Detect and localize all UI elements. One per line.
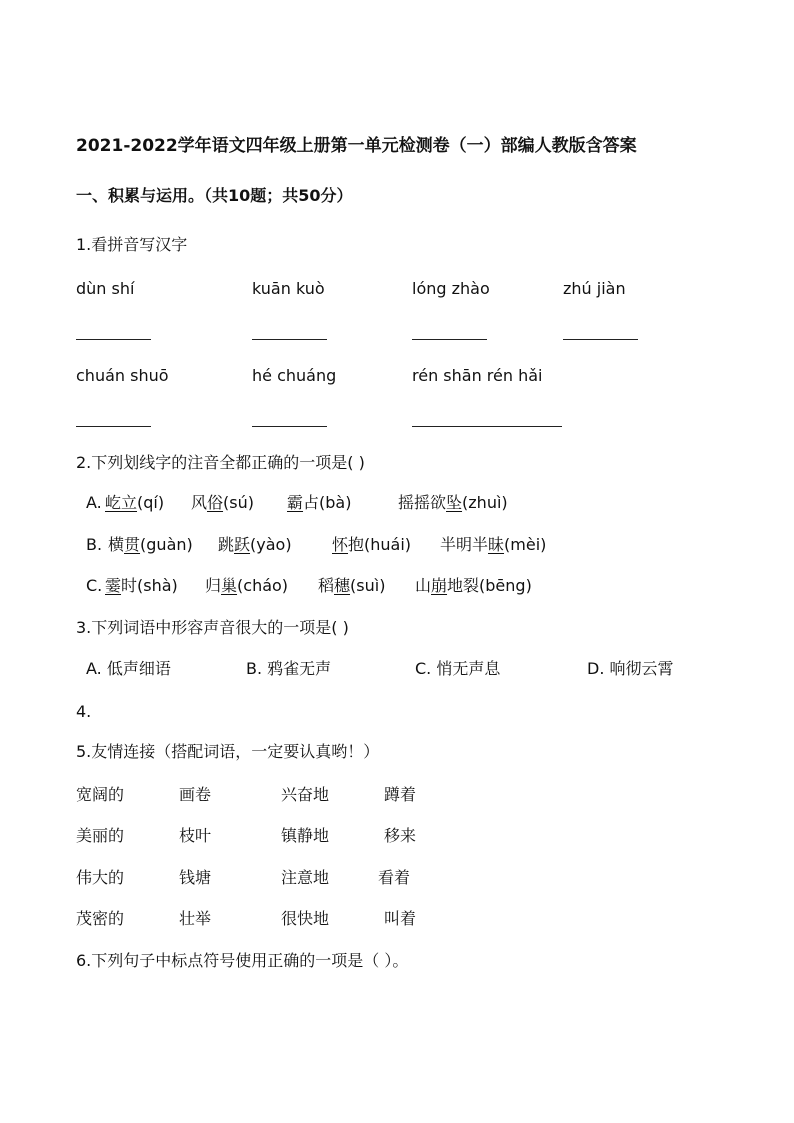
answer-blank[interactable] xyxy=(563,339,638,340)
answer-blank[interactable] xyxy=(76,426,151,427)
match-word[interactable]: 伟大的 xyxy=(76,868,125,887)
match-word[interactable]: 蹲着 xyxy=(384,785,417,804)
match-word[interactable]: 移来 xyxy=(384,826,417,845)
match-word[interactable]: 宽阔的 xyxy=(76,785,125,804)
pinyin-chuanshuo: chuán shuō xyxy=(76,366,169,385)
answer-blank[interactable] xyxy=(76,339,151,340)
q2-option-a-label[interactable]: A. xyxy=(86,493,102,512)
pinyin-longzhao: lóng zhào xyxy=(412,279,490,298)
match-word[interactable]: 画卷 xyxy=(179,785,212,804)
q2-option-c-item: 霎时(shà) xyxy=(105,576,178,595)
q2-option-b-item: 横贯(guàn) xyxy=(108,535,193,554)
answer-blank[interactable] xyxy=(412,339,487,340)
pinyin-hechuang: hé chuáng xyxy=(252,366,337,385)
match-word[interactable]: 注意地 xyxy=(281,868,330,887)
answer-blank[interactable] xyxy=(252,426,327,427)
q2-option-a-item: 风俗(sú) xyxy=(191,493,254,512)
match-word[interactable]: 很快地 xyxy=(281,909,330,928)
q3-prompt: 3.下列词语中形容声音很大的一项是( ) xyxy=(76,618,349,637)
q2-option-b-item: 怀抱(huái) xyxy=(332,535,412,554)
match-word[interactable]: 壮举 xyxy=(179,909,212,928)
q2-option-c-label[interactable]: C. xyxy=(86,576,103,595)
match-word[interactable]: 兴奋地 xyxy=(281,785,330,804)
section-heading: 一、积累与运用。（共10题；共50分） xyxy=(76,186,353,205)
match-word[interactable]: 美丽的 xyxy=(76,826,125,845)
q2-option-c-item: 山崩地裂(bēng) xyxy=(415,576,532,595)
pinyin-kuankuo: kuān kuò xyxy=(252,279,325,298)
q2-option-a-item: 摇摇欲坠(zhuì) xyxy=(398,493,508,512)
q3-option-c[interactable]: C. 悄无声息 xyxy=(415,659,501,678)
match-word[interactable]: 看着 xyxy=(378,868,411,887)
q3-option-b[interactable]: B. 鸦雀无声 xyxy=(246,659,332,678)
q3-option-a[interactable]: A. 低声细语 xyxy=(86,659,171,678)
q2-option-c-item: 归巢(cháo) xyxy=(205,576,289,595)
q2-option-a-item: 屹立(qí) xyxy=(105,493,165,512)
q4-prompt: 4. xyxy=(76,702,92,721)
match-word[interactable]: 叫着 xyxy=(384,909,417,928)
q6-prompt: 6.下列句子中标点符号使用正确的一项是（ ）。 xyxy=(76,951,409,970)
match-word[interactable]: 枝叶 xyxy=(179,826,212,845)
q2-prompt: 2.下列划线字的注音全都正确的一项是( ) xyxy=(76,453,365,472)
q2-option-a-item: 霸占(bà) xyxy=(287,493,352,512)
q2-option-b-label[interactable]: B. xyxy=(86,535,103,554)
q2-option-c-item: 稻穗(suì) xyxy=(318,576,386,595)
q5-prompt: 5.友情连接（搭配词语，一定要认真哟！） xyxy=(76,742,380,761)
q2-option-b-item: 跳跃(yào) xyxy=(218,535,292,554)
q3-option-d[interactable]: D. 响彻云霄 xyxy=(587,659,674,678)
document-title: 2021-2022学年语文四年级上册第一单元检测卷（一）部编人教版含答案 xyxy=(76,136,637,156)
match-word[interactable]: 钱塘 xyxy=(179,868,212,887)
pinyin-renshanrenhai: rén shān rén hǎi xyxy=(412,366,543,385)
match-word[interactable]: 茂密的 xyxy=(76,909,125,928)
pinyin-zhujian: zhú jiàn xyxy=(563,279,626,298)
match-word[interactable]: 镇静地 xyxy=(281,826,330,845)
q1-prompt: 1.看拼音写汉字 xyxy=(76,235,188,254)
answer-blank[interactable] xyxy=(412,426,562,427)
pinyin-dunshi: dùn shí xyxy=(76,279,135,298)
q2-option-b-item: 半明半昧(mèi) xyxy=(440,535,547,554)
answer-blank[interactable] xyxy=(252,339,327,340)
